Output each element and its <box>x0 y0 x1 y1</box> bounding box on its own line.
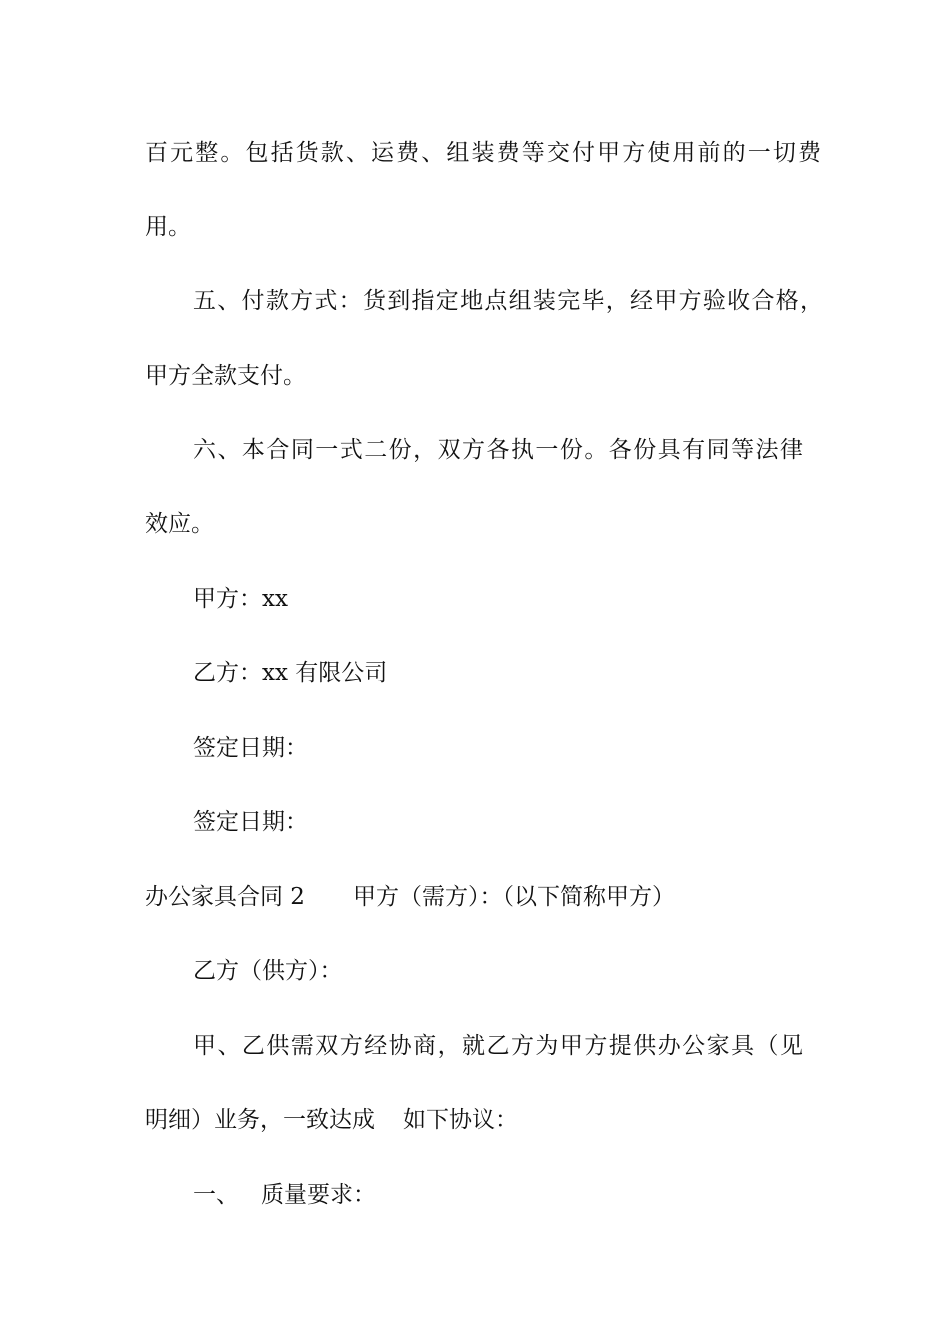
contract2-heading-line <box>145 882 825 912</box>
contract2-intro-line1: 甲、乙供需双方经协商，就乙方为甲方提供办公家具（见 <box>193 1033 803 1059</box>
paragraph-payment-line2: 甲方全款支付。 <box>145 363 306 389</box>
contract2-intro-part-b: 如下协议： <box>403 1107 518 1133</box>
sign-date-line-1: 签定日期： <box>193 735 308 761</box>
section1-number: 一、 <box>193 1182 239 1208</box>
contract2-intro-line2 <box>145 1105 825 1135</box>
party-a-line: 甲方：xx <box>193 586 288 612</box>
section1-heading <box>193 1180 873 1210</box>
paragraph-price-line1: 百元整。包括货款、运费、组装费等交付甲方使用前的一切费 <box>145 140 821 166</box>
contract2-party-a: 甲方（需方）：（以下简称甲方） <box>352 884 675 910</box>
paragraph-copies-line2: 效应。 <box>145 511 214 537</box>
paragraph-copies-line1: 六、本合同一式二份，双方各执一份。各份具有同等法律 <box>193 437 803 463</box>
paragraph-price-line2: 用。 <box>145 214 191 240</box>
contract2-party-b-line: 乙方（供方）： <box>193 958 343 984</box>
paragraph-payment-line1: 五、付款方式：货到指定地点组装完毕，经甲方验收合格， <box>193 288 823 314</box>
contract2-intro-part-a: 明细）业务，一致达成 <box>145 1107 375 1133</box>
party-b-line: 乙方：xx 有限公司 <box>193 660 388 686</box>
section1-title: 质量要求： <box>261 1182 376 1208</box>
sign-date-line-2: 签定日期： <box>193 809 308 835</box>
contract2-title: 办公家具合同 2 <box>145 884 305 910</box>
